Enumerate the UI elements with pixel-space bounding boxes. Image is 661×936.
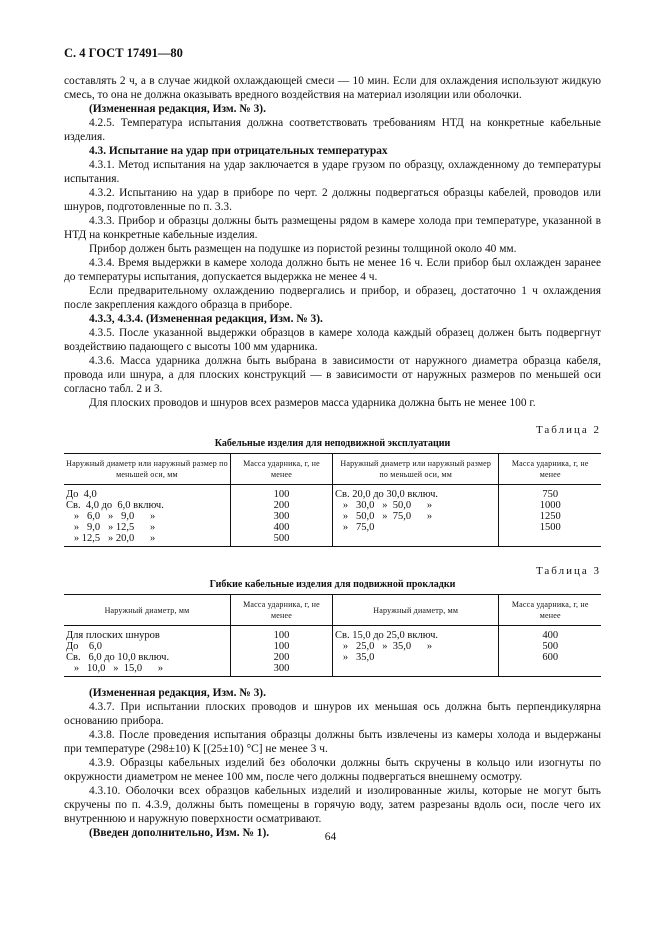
table-row: 100 <box>273 641 290 652</box>
document-page <box>64 46 601 840</box>
table-cell-ranges <box>332 626 498 677</box>
paragraph: 4.3.3. Прибор и образцы должны быть размещены рядом в камере холода при температуре, указанной в НТД на конкретные кабельные изделия. <box>64 215 601 241</box>
page-header: С. 4 ГОСТ 17491—80 <box>64 46 183 60</box>
table-cell-ranges <box>64 485 230 547</box>
table-row: » 10,0 » 15,0 » <box>66 663 164 674</box>
table-header-cell: Наружный диаметр, мм <box>332 595 498 626</box>
table-3-title: Гибкие кабельные изделия для подвижной прокладки <box>209 579 456 590</box>
section-heading: 4.3. Испытание на удар при отрицательных температурах <box>89 145 388 157</box>
paragraph: 4.3.6. Масса ударника должна быть выбрана в зависимости от наружного диаметра образца кабеля, провода или шнура, а для плоских конструкций — в зависимости от наружных размеров по меньшей оси согласно табл. 2 и 3. <box>64 355 601 395</box>
paragraph: Если предварительному охлаждению подвергались и прибор, и образец, достаточно 1 ч охлаждения после закрепления каждого образца в приборе. <box>64 285 601 311</box>
table-cell-ranges <box>64 626 230 677</box>
table-row: » 35,0 <box>334 652 375 663</box>
amendment-note: 4.3.3, 4.3.4. (Измененная редакция, Изм. № 3). <box>89 313 323 325</box>
table-row: Св. 4,0 до 6,0 включ. <box>66 500 164 511</box>
table-row: До 4,0 <box>66 489 97 500</box>
paragraph: 4.3.10. Оболочки всех образцов кабельных изделий и изолированные жилы, которые не могут быть скручены по п. 4.3.9, должны быть помещены в горячую воду, затем разрезаны вдоль оси, после чего их внутреннюю и наружную поверхности осматривают. <box>64 785 601 825</box>
table-row: » 12,5 » 20,0 » <box>66 533 156 544</box>
table-row: 1500 <box>539 522 561 533</box>
table-header-cell: Масса ударника, г, не менее <box>499 595 601 626</box>
table-row: » 75,0 <box>334 522 375 533</box>
table-row: 600 <box>542 652 559 663</box>
table-row: 200 <box>273 500 290 511</box>
table-header-cell: Масса ударника, г, не менее <box>230 595 332 626</box>
table-2 <box>64 453 601 547</box>
table-row: Для плоских шнуров <box>66 630 160 641</box>
paragraph: 4.3.5. После указанной выдержки образцов в камере холода каждый образец должен быть подвергнут воздействию падающего с высоты 100 мм ударника. <box>64 327 601 353</box>
table-row: 500 <box>542 641 559 652</box>
paragraph: 4.3.7. При испытании плоских проводов и шнуров их меньшая ось должна быть перпендикулярна основанию прибора. <box>64 701 601 727</box>
table-header-cell: Наружный диаметр или наружный размер по меньшей оси, мм <box>332 454 498 485</box>
paragraph: 4.3.9. Образцы кабельных изделий без оболочки должны быть скручены в кольцо или изогнуты по окружности диаметром не менее 100 мм, после чего должны подвергаться внешнему осмотру. <box>64 757 601 783</box>
table-cell-masses <box>499 485 601 547</box>
table-2-title: Кабельные изделия для неподвижной эксплуатации <box>214 438 451 449</box>
paragraph: 4.3.4. Время выдержки в камере холода должно быть не менее 16 ч. Если прибор был охлажден заранее до температуры испытания, допускается выдержка не менее 4 ч. <box>64 257 601 283</box>
table-row: » 9,0 » 12,5 » <box>66 522 156 533</box>
table-row: 400 <box>542 630 559 641</box>
table-cell-masses <box>499 626 601 677</box>
paragraph: 4.3.2. Испытанию на удар в приборе по черт. 2 должны подвергаться образцы кабелей, проводов или шнуров, подготовленные по п. 3.3. <box>64 187 601 213</box>
table-row: 100 <box>273 630 290 641</box>
table-row: 100 <box>273 489 290 500</box>
table-row: 300 <box>273 663 290 674</box>
paragraph: Для плоских проводов и шнуров всех размеров масса ударника должна быть не менее 100 г. <box>89 397 536 409</box>
table-row: Св. 15,0 до 25,0 включ. <box>334 630 439 641</box>
page-number: 64 <box>324 831 337 843</box>
paragraph: Прибор должен быть размещен на подушке из пористой резины толщиной около 40 мм. <box>89 243 517 255</box>
amendment-note: (Измененная редакция, Изм. № 3). <box>89 687 266 699</box>
amendment-note: (Введен дополнительно, Изм. № 1). <box>89 827 270 839</box>
table-row: Св. 20,0 до 30,0 включ. <box>334 489 439 500</box>
paragraph: составлять 2 ч, а в случае жидкой охлаждающей смеси — 10 мин. Если для охлаждения используют жидкую смесь, то она не должна оказывать вредного воздействия на материал изоляции или оболочки. <box>64 75 601 101</box>
table-header-cell: Масса ударника, г, не менее <box>230 454 332 485</box>
table-row: 300 <box>273 511 290 522</box>
paragraph: 4.3.1. Метод испытания на удар заключается в ударе грузом по образцу, охлажденному до температуры испытания. <box>64 159 601 185</box>
table-3 <box>64 594 601 677</box>
table-header-cell: Наружный диаметр, мм <box>64 595 230 626</box>
table-row: » 30,0 » 50,0 » <box>334 500 433 511</box>
table-row: » 50,0 » 75,0 » <box>334 511 433 522</box>
table-3-label: Таблица 3 <box>535 565 601 577</box>
table-row: 1000 <box>539 500 561 511</box>
table-row: 200 <box>273 652 290 663</box>
table-row: 750 <box>542 489 559 500</box>
table-row: » 25,0 » 35,0 » <box>334 641 433 652</box>
paragraph: 4.3.8. После проведения испытания образцы должны быть извлечены из камеры холода и выдержаны при температуре (298±10) К [(25±10) °С] не менее 3 ч. <box>64 729 601 755</box>
table-row: 1250 <box>539 511 561 522</box>
table-header-cell: Наружный диаметр или наружный размер по меньшей оси, мм <box>64 454 230 485</box>
paragraph: 4.2.5. Температура испытания должна соответствовать требованиям НТД на конкретные кабельные изделия. <box>64 117 601 143</box>
table-header-cell: Масса ударника, г, не менее <box>499 454 601 485</box>
table-row: 400 <box>273 522 290 533</box>
table-row: » 6,0 » 9,0 » <box>66 511 156 522</box>
table-cell-ranges <box>332 485 498 547</box>
table-cell-masses <box>230 626 332 677</box>
amendment-note: (Измененная редакция, Изм. № 3). <box>89 103 266 115</box>
table-2-label: Таблица 2 <box>535 424 601 436</box>
table-row: Св. 6,0 до 10,0 включ. <box>66 652 170 663</box>
table-cell-masses <box>230 485 332 547</box>
table-row: До 6,0 <box>66 641 103 652</box>
table-row: 500 <box>273 533 290 544</box>
